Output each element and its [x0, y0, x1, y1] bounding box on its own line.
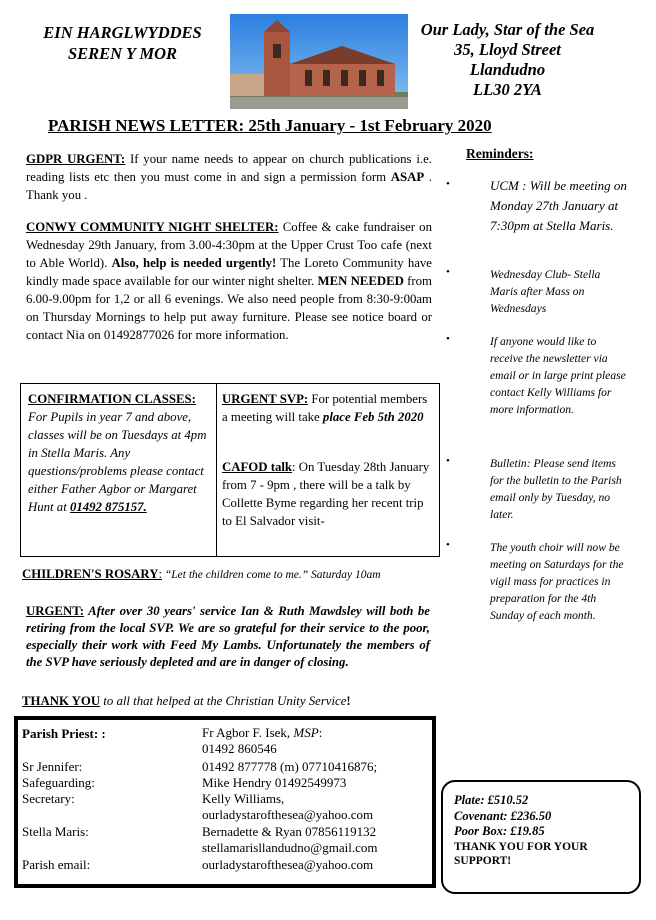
- secretary-email[interactable]: ourladystarofthesea@yahoo.com: [202, 807, 374, 822]
- priest-colon: :: [318, 725, 323, 740]
- priest-name-text: Fr Agbor F. Isek,: [202, 725, 294, 740]
- notices-box-divider: [216, 383, 217, 556]
- svp-text: For potential members a meeting will take: [222, 392, 428, 424]
- address-line2: 35, Lloyd Street: [454, 40, 561, 59]
- bullet-3: •: [446, 333, 450, 345]
- reminder-bulletin: Bulletin: Please send items for the bulletin to the Parish email only by Tuesday, no later.: [490, 457, 622, 521]
- collection-thanks: THANK YOU FOR YOUR SUPPORT!: [454, 840, 588, 867]
- gdpr-text: If your name needs to appear on church publications i.e. reading lists etc then you must come in and sign a permission form: [26, 152, 432, 184]
- secretary-name: Kelly Williams,: [202, 791, 285, 806]
- urgent-heading: URGENT:: [26, 604, 85, 618]
- collection-poor-box: Poor Box: £19.85: [454, 824, 545, 838]
- reminder-newsletter: If anyone would like to receive the newsletter via email or in large print please contact Kelly Williams for more information.: [490, 335, 626, 416]
- reminder-ucm: UCM : Will be meeting on Monday 27th January at 7:30pm at Stella Maris.: [490, 178, 627, 233]
- confirmation-heading: CONFIRMATION CLASSES:: [28, 392, 196, 406]
- rosary-text: “Let the children come to me.” Saturday 10am: [162, 569, 381, 581]
- priest-msp: MSP: [293, 725, 319, 740]
- gdpr-heading: GDPR URGENT:: [26, 152, 126, 166]
- cafod-text: : On Tuesday 28th January from 7 - 9pm , there will be a talk by Collette Byme regarding her recent trip to El Salvador visit-: [222, 460, 430, 528]
- stella-label: Stella Maris:: [22, 824, 89, 839]
- thank-you-note: [22, 694, 442, 709]
- welsh-name-line1: EIN HARGLWYDDES: [43, 23, 202, 42]
- bullet-4: •: [446, 455, 450, 467]
- svp-heading: URGENT SVP:: [222, 392, 309, 406]
- church-photo: [230, 14, 408, 109]
- thank-you-heading: THANK YOU: [22, 694, 101, 708]
- priest-phone: 01492 860546: [202, 741, 277, 756]
- confirmation-phone: 01492 875157.: [69, 500, 147, 514]
- rosary-colon: :: [158, 567, 162, 581]
- safeguarding-value: Mike Hendry 01492549973: [202, 775, 347, 790]
- safeguarding-label: Safeguarding:: [22, 775, 95, 790]
- confirmation-text: For Pupils in year 7 and above, classes will be on Tuesdays at 4pm in Stella Maris. Any questions/problems please contact either Father Agbor or Margaret Hunt at: [28, 410, 207, 514]
- stella-contact: Bernadette & Ryan 07856119132: [202, 824, 377, 839]
- conwy-help: Also, help is needed urgently!: [111, 256, 277, 270]
- confirmation-notice: [28, 390, 214, 516]
- cafod-notice: [222, 458, 434, 530]
- address-line4: LL30 2YA: [473, 80, 542, 99]
- address-line3: Llandudno: [469, 60, 546, 79]
- parish-name-welsh: [20, 22, 225, 64]
- thank-you-text: to all that helped at the Christian Unity Service: [100, 694, 347, 708]
- collection-covenant: Covenant: £236.50: [454, 808, 552, 823]
- gdpr-text-end: . Thank you .: [26, 170, 432, 202]
- gdpr-notice: [26, 150, 432, 204]
- jennifer-label: Sr Jennifer:: [22, 759, 83, 774]
- conwy-shelter-notice: [26, 218, 432, 344]
- newsletter-title: PARISH NEWS LETTER: 25th January - 1st February 2020: [48, 116, 492, 135]
- collection-details: [454, 793, 634, 868]
- thank-you-excl: !: [346, 694, 351, 708]
- parish-address: [400, 20, 615, 100]
- secretary-label: Secretary:: [22, 791, 75, 806]
- jennifer-phone: 01492 877778 (m) 07710416876;: [202, 759, 378, 774]
- welsh-name-line2: SEREN Y MOR: [67, 44, 178, 63]
- reminder-youth-choir: The youth choir will now be meeting on Saturdays for the vigil mass for practices in preparation for the 4th Sunday of each month.: [490, 541, 624, 622]
- rosary-heading: CHILDREN'S ROSARY: [22, 567, 159, 581]
- rosary-notice: [22, 567, 442, 582]
- cafod-heading: CAFOD talk: [222, 460, 293, 474]
- conwy-text2: The Loreto Community have kindly made space available for our winter night shelter.: [26, 256, 432, 288]
- priest-label: Parish Priest: :: [22, 726, 106, 741]
- parish-email-label: Parish email:: [22, 857, 91, 872]
- gdpr-asap: ASAP: [390, 170, 425, 184]
- bullet-1: •: [446, 178, 450, 190]
- conwy-text1: Coffee & cake fundraiser on Wednesday 29th January, from 3.00-4:30pm at the Upper Crust Too cafe (next to Able World).: [26, 220, 432, 270]
- collection-plate: Plate: £510.52: [454, 793, 529, 807]
- bullet-5: •: [446, 539, 450, 551]
- urgent-text: After over 30 years' service Ian & Ruth Mawdsley will both be retiring from the local SVP. We are so grateful for their service to the poor, especially their work with Feed My Lambs. Unfortunately the members of the SVP have seriously depleted and are in danger of closing.: [26, 604, 430, 669]
- svp-date: place Feb 5th 2020: [322, 410, 424, 424]
- reminder-wednesday-club: Wednesday Club- Stella Maris after Mass on Wednesdays: [490, 268, 601, 315]
- priest-name: [202, 725, 322, 741]
- bullet-2: •: [446, 266, 450, 278]
- parish-email[interactable]: ourladystarofthesea@yahoo.com: [202, 857, 374, 872]
- reminders-title: Reminders:: [466, 146, 534, 161]
- svp-notice: [222, 390, 434, 426]
- conwy-text3: from 6.00-9.00pm for 1,2 or all 6 evenings. We also need people from 8:30-9:00am on Thursday Mornings to help put away furniture. Please see notice board or contact Nia on 01492877026 for more information.: [26, 274, 432, 342]
- urgent-svp-notice: [26, 603, 430, 671]
- stella-email[interactable]: stellamarisllandudno@gmail.com: [202, 840, 378, 855]
- conwy-men-needed: MEN NEEDED: [317, 274, 404, 288]
- conwy-heading: CONWY COMMUNITY NIGHT SHELTER:: [26, 220, 279, 234]
- address-line1: Our Lady, Star of the Sea: [420, 20, 595, 39]
